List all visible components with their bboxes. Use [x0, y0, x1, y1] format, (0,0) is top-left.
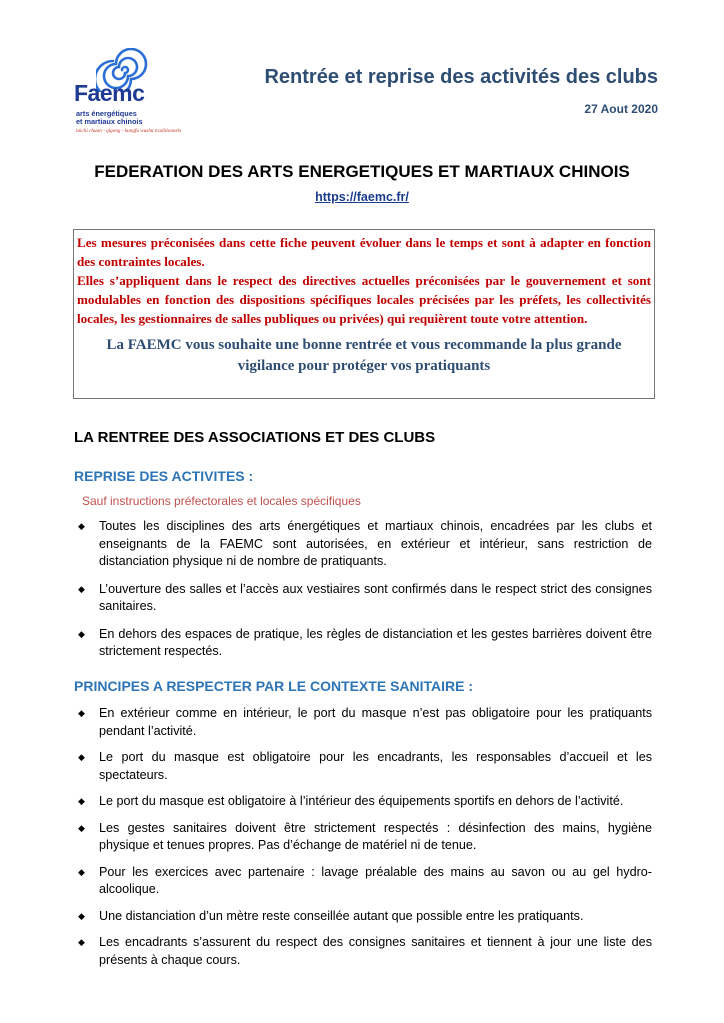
reprise-heading: REPRISE DES ACTIVITES :	[74, 468, 254, 484]
list-item-text: Les gestes sanitaires doivent être strictement respectés : désinfection des mains, hygiène physique et tenues propres. Pas d’échange de matériel ni de tenue.	[99, 820, 652, 852]
reprise-note: Sauf instructions préfectorales et locales spécifiques	[82, 494, 361, 508]
diamond-bullet-icon: ◆	[78, 628, 85, 639]
list-item-text: Une distanciation d’un mètre reste conseillée autant que possible entre les pratiquants.	[99, 908, 584, 923]
notice-text	[77, 233, 651, 328]
list-item-text: En dehors des espaces de pratique, les règles de distanciation et les gestes barrières doivent être strictement respectés.	[99, 626, 652, 658]
list-item-text: Le port du masque est obligatoire à l’intérieur des équipements sportifs en dehors de l’activité.	[99, 794, 624, 808]
reprise-list	[78, 518, 652, 671]
list-item	[78, 908, 652, 926]
diamond-bullet-icon: ◆	[78, 910, 85, 921]
rentree-heading: LA RENTREE DES ASSOCIATIONS ET DES CLUBS	[74, 429, 436, 446]
list-item	[78, 705, 652, 740]
list-item-text: Les encadrants s’assurent du respect des consignes sanitaires et tiennent à jour une liste des présents à chaque cours.	[99, 935, 652, 967]
logo-tagline-2: et martiaux chinois	[76, 117, 143, 126]
page-title: Rentrée et reprise des activités des clubs	[264, 66, 658, 88]
notice-paragraph-2: Elles s’appliquent dans le respect des directives actuelles préconisées par le gouvernement et sont modulables en fonction des dispositions spécifiques locales précisées par les préfets, les collectivités locales, les gestionnaires de salles publiques ou privées) qui requièrent toute votre attention.	[77, 273, 651, 326]
list-item	[78, 864, 652, 899]
list-item-text: Le port du masque est obligatoire pour les encadrants, les responsables d’accueil et les spectateurs.	[99, 750, 652, 782]
principes-list	[78, 705, 652, 978]
federation-title: FEDERATION DES ARTS ENERGETIQUES ET MARTIAUX CHINOIS	[94, 162, 630, 181]
page-date: 27 Aout 2020	[584, 102, 658, 116]
diamond-bullet-icon: ◆	[78, 752, 85, 762]
diamond-bullet-icon: ◆	[78, 521, 85, 531]
list-item	[78, 518, 652, 571]
notice-paragraph-1: Les mesures préconisées dans cette fiche peuvent évoluer dans le temps et sont à adapter en fonction des contraintes locales.	[77, 235, 651, 269]
diamond-bullet-icon: ◆	[78, 708, 85, 718]
list-item-text: En extérieur comme en intérieur, le port du masque n’est pas obligatoire pour les pratiquants pendant l’activité.	[99, 706, 652, 738]
list-item	[78, 793, 652, 811]
diamond-bullet-icon: ◆	[78, 796, 85, 806]
list-item	[78, 581, 652, 616]
notice-box	[73, 229, 655, 399]
diamond-bullet-icon: ◆	[78, 866, 85, 877]
diamond-bullet-icon: ◆	[78, 583, 85, 594]
list-item	[78, 934, 652, 969]
list-item	[78, 626, 652, 661]
faemc-logo	[74, 48, 182, 144]
list-item	[78, 749, 652, 784]
logo-brand-text: Faemc	[74, 80, 145, 106]
principes-heading: PRINCIPES A RESPECTER PAR LE CONTEXTE SANITAIRE :	[74, 678, 474, 694]
list-item-text: Toutes les disciplines des arts énergétiques et martiaux chinois, encadrées par les clubs et enseignants de la FAEMC sont autorisées, en extérieur et intérieur, sans restriction de distanciation physique ni de nombre de pratiquants.	[99, 519, 652, 568]
notice-wish: La FAEMC vous souhaite une bonne rentrée et vous recommande la plus grande vigilance pour protéger vos pratiquants	[106, 337, 622, 374]
list-item-text: L’ouverture des salles et l’accès aux vestiaires sont confirmés dans le respect strict des consignes sanitaires.	[99, 581, 652, 613]
list-item	[78, 820, 652, 855]
diamond-bullet-icon: ◆	[78, 822, 85, 833]
federation-link[interactable]: https://faemc.fr/	[315, 190, 409, 204]
diamond-bullet-icon: ◆	[78, 937, 85, 947]
logo-disciplines: taichi chuan - qigong - kungfu wushu traditionnels	[76, 128, 182, 134]
logo-tagline-1: arts énergétiques	[76, 109, 137, 118]
list-item-text: Pour les exercices avec partenaire : lavage préalable des mains au savon ou au gel hydro-alcoolique.	[99, 864, 652, 896]
